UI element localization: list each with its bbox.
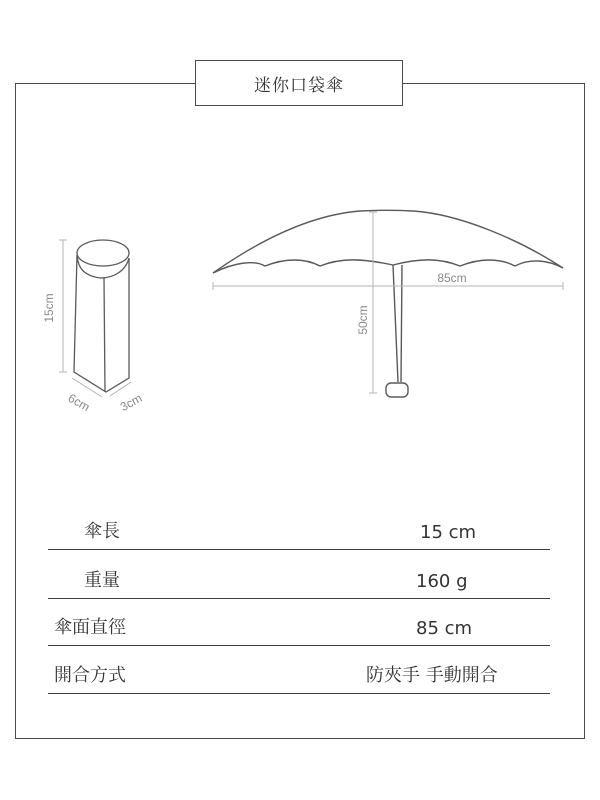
spec-value-diameter: 85 cm xyxy=(416,618,473,639)
spec-label-length: 傘長 xyxy=(84,521,120,542)
umbrella-canopy-edge xyxy=(213,260,563,273)
pouch-opening xyxy=(77,240,129,266)
pouch-depth-label: 3cm xyxy=(117,390,145,414)
page-title-text: 迷你口袋傘 xyxy=(254,75,344,96)
umbrella-shaft xyxy=(393,265,398,382)
spec-label-weight: 重量 xyxy=(84,570,120,591)
spec-row-length xyxy=(48,502,550,550)
umbrella-drawing xyxy=(213,210,563,397)
spec-row-diameter xyxy=(48,598,550,646)
spec-row-weight xyxy=(48,551,550,599)
umbrella-handle xyxy=(386,383,408,397)
pouch-edge xyxy=(104,278,105,392)
pouch-depth-dim-line xyxy=(110,382,131,396)
pouch-width-label: 6cm xyxy=(65,390,93,415)
spec-row-opening xyxy=(48,646,550,694)
spec-value-opening: 防夾手 手動開合 xyxy=(366,665,498,686)
spec-value-weight: 160 g xyxy=(416,571,468,592)
umbrella-diameter-label: 85cm xyxy=(437,271,467,285)
spec-label-opening: 開合方式 xyxy=(54,665,126,686)
umbrella-height-label: 50cm xyxy=(356,305,370,335)
spec-value-length: 15 cm xyxy=(420,522,477,543)
pouch-height-label: 15cm xyxy=(42,293,56,323)
pouch-drawing xyxy=(74,240,129,392)
pouch-body xyxy=(74,255,129,392)
umbrella-shaft-right xyxy=(401,265,402,382)
spec-label-diameter: 傘面直徑 xyxy=(54,617,126,638)
